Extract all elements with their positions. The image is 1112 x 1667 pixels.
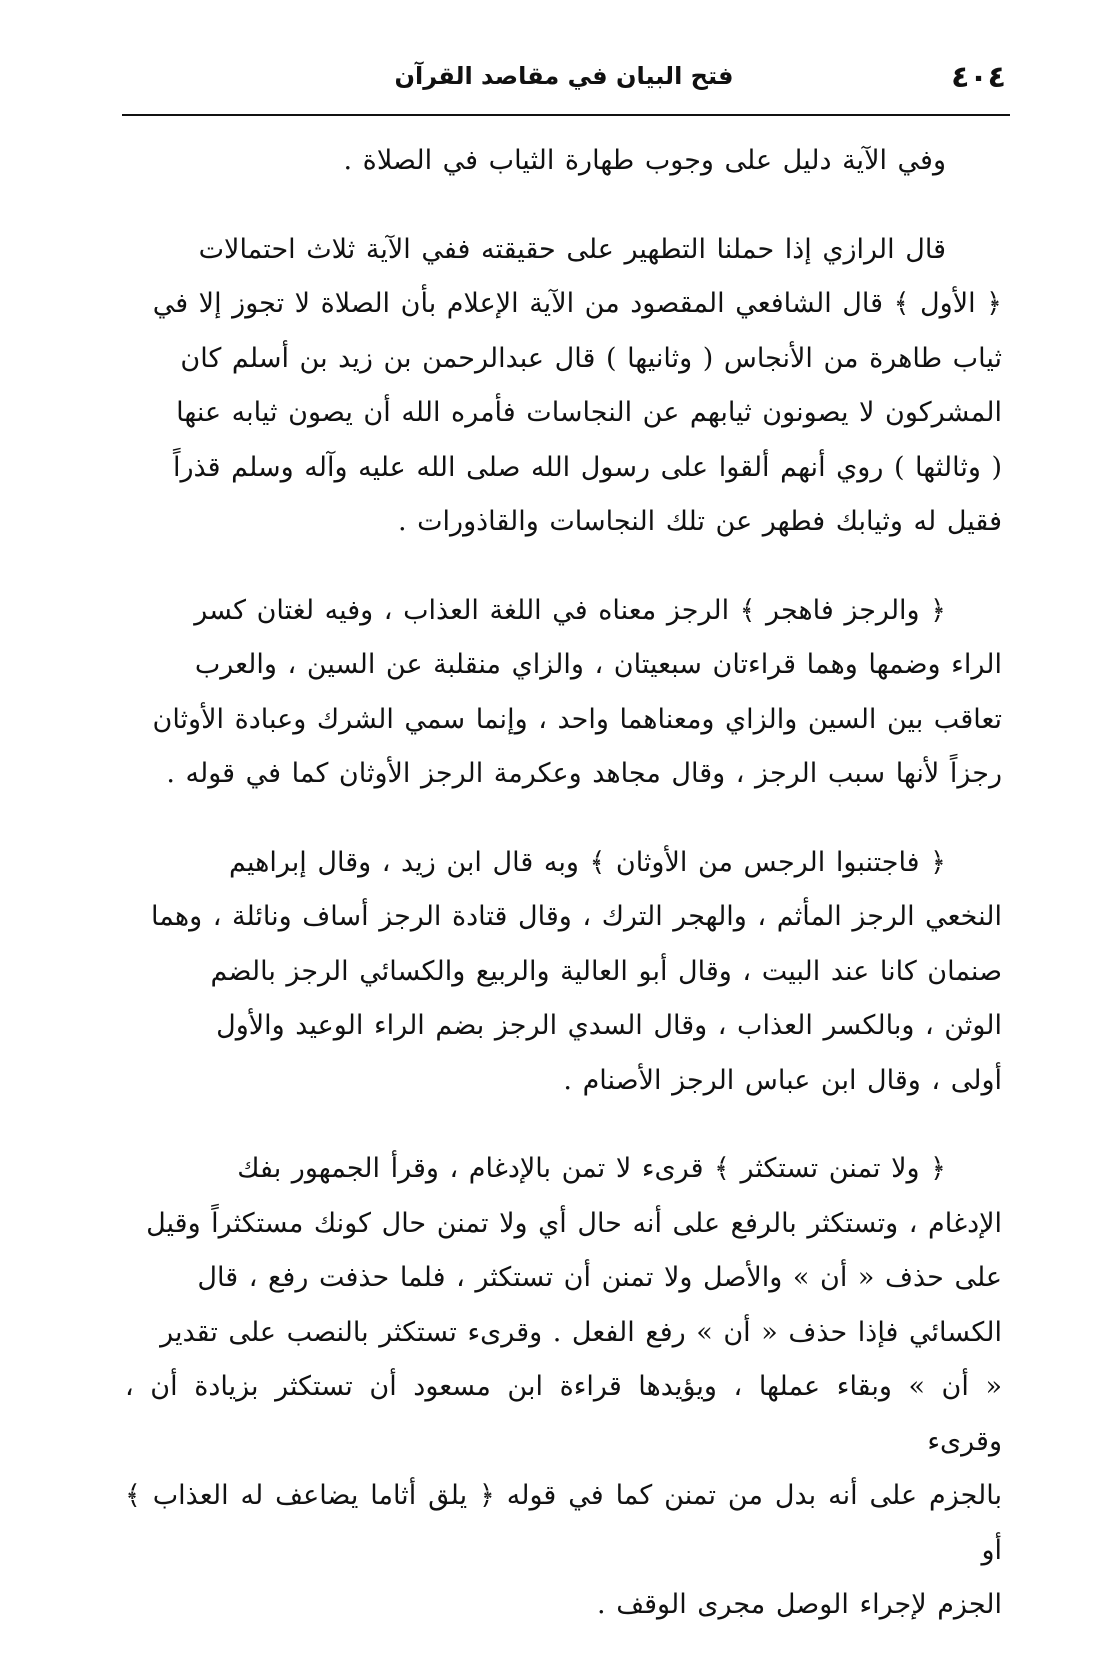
text-line: الوثن ، وبالكسر العذاب ، وقال السدي الرجز بضم الراء الوعيد والأول <box>216 1010 1002 1041</box>
page-number: ٤٠٤ <box>951 60 1006 95</box>
text-line: المشركون لا يصونون ثيابهم عن النجاسات فأمره الله أن يصون ثيابه عنها <box>176 397 1002 428</box>
text-line: ﴿ الأول ﴾ قال الشافعي المقصود من الآية الإعلام بأن الصلاة لا تجوز إلا في <box>152 288 1002 319</box>
text-line: ﴿ ولا تمنن تستكثر ﴾ قرىء لا تمن بالإدغام ، وقرأ الجمهور بفك <box>237 1153 946 1184</box>
text-line: ثياب طاهرة من الأنجاس ( وثانيها ) قال عبدالرحمن بن زيد بن أسلم كان <box>180 342 1002 374</box>
text-line: ( وثالثها ) روي أنهم ألقوا على رسول الله صلى الله عليه وآله وسلم قذراً <box>172 451 1002 483</box>
header-divider <box>122 114 1010 116</box>
text-line: « أن » وبقاء عملها ، ويؤيدها قراءة ابن مسعود أن تستكثر بزيادة أن ، وقرىء <box>125 1371 1002 1457</box>
text-line: النخعي الرجز المأثم ، والهجر الترك ، وقال قتادة الرجز أساف ونائلة ، وهما <box>151 901 1002 932</box>
text-line: فقيل له وثيابك فطهر عن تلك النجاسات والقاذورات . <box>397 506 1002 537</box>
paragraph <box>125 134 1002 189</box>
text-line: بالجزم على أنه بدل من تمنن كما في قوله ﴿ يلق أثاما يضاعف له العذاب ﴾ أو <box>125 1480 1002 1566</box>
running-title: فتح البيان في مقاصد القرآن <box>394 62 734 90</box>
page-header <box>122 56 1006 114</box>
text-line: الراء وضمها وهما قراءتان سبعيتان ، والزاي منقلبة عن السين ، والعرب <box>194 649 1002 680</box>
text-line: على حذف « أن » والأصل ولا تمنن أن تستكثر ، فلما حذفت رفع ، قال <box>197 1262 1002 1293</box>
paragraph <box>125 223 1002 550</box>
text-line: ﴿ فاجتنبوا الرجس من الأوثان ﴾ وبه قال ابن زيد ، وقال إبراهيم <box>229 846 946 878</box>
page-body <box>125 134 1002 1667</box>
text-line: وفي الآية دليل على وجوب طهارة الثياب في الصلاة . <box>343 145 946 176</box>
paragraph <box>125 836 1002 1109</box>
text-line: ﴿ والرجز فاهجر ﴾ الرجز معناه في اللغة العذاب ، وفيه لغتان كسر <box>194 594 946 626</box>
text-line: تعاقب بين السين والزاي ومعناهما واحد ، وإنما سمي الشرك وعبادة الأوثان <box>152 703 1002 735</box>
text-line: صنمان كانا عند البيت ، وقال أبو العالية والربيع والكسائي الرجز بالضم <box>210 955 1002 987</box>
text-line: الجزم لإجراء الوصل مجرى الوقف . <box>597 1589 1002 1620</box>
text-line: رجزاً لأنها سبب الرجز ، وقال مجاهد وعكرمة الرجز الأوثان كما في قوله . <box>166 758 1002 789</box>
text-line: الكسائي فإذا حذف « أن » رفع الفعل . وقرىء تستكثر بالنصب على تقدير <box>160 1316 1002 1348</box>
paragraph <box>125 584 1002 802</box>
text-line: الإدغام ، وتستكثر بالرفع على أنه حال أي ولا تمنن حال كونك مستكثراً وقيل <box>146 1207 1002 1239</box>
text-line: قال الرازي إذا حملنا التطهير على حقيقته ففي الآية ثلاث احتمالات <box>198 233 946 265</box>
text-line: أولى ، وقال ابن عباس الرجز الأصنام . <box>563 1064 1002 1096</box>
paragraph <box>125 1142 1002 1633</box>
